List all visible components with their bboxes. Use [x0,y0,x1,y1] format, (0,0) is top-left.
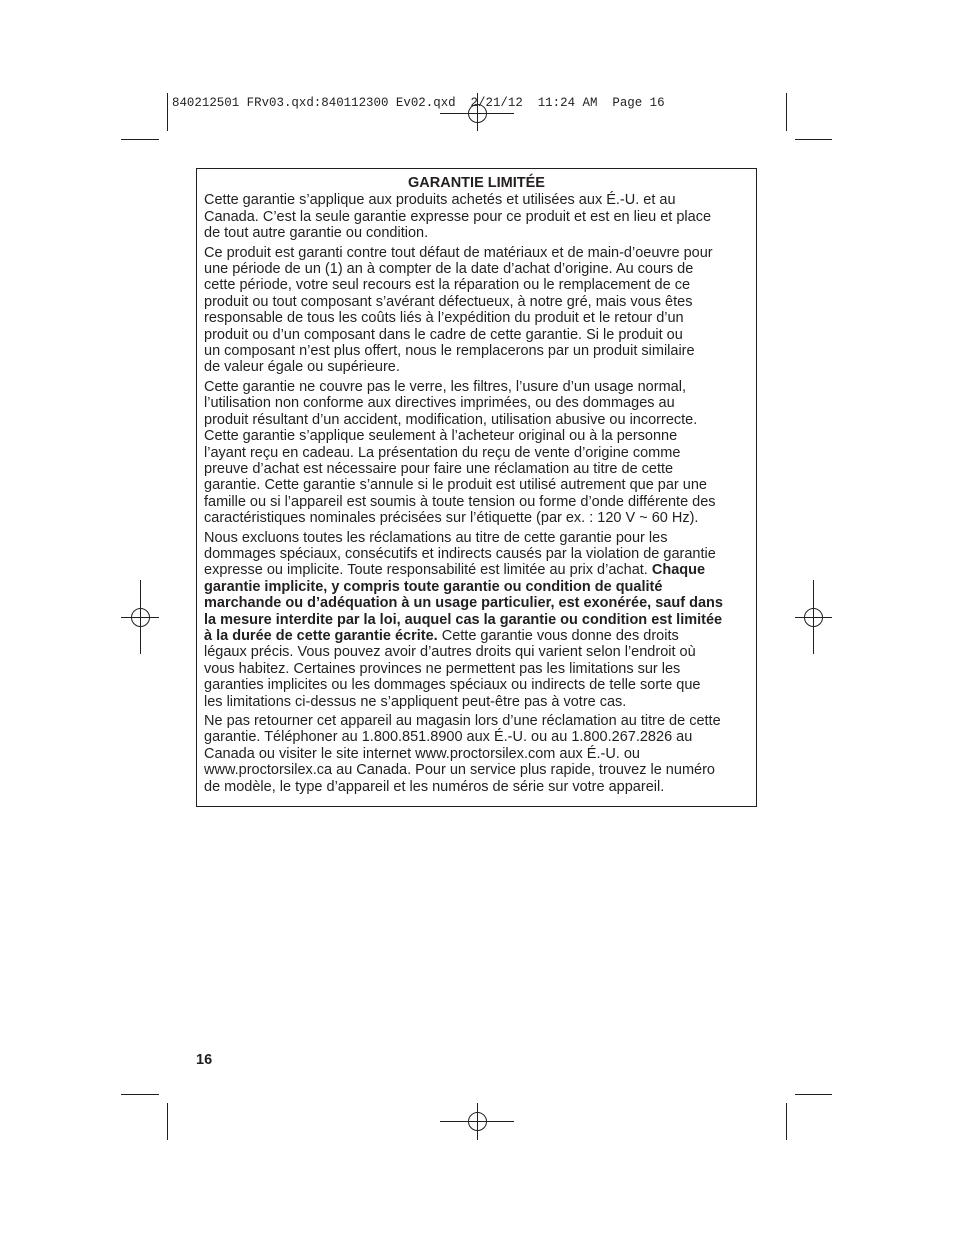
text: une période de un (1) an à compter de la date d’achat d’origine. Au cours de [204,261,694,278]
text: produit ou tout composant s’avérant défectueux, à notre gré, mais vous êtes [204,293,693,310]
crop-mark-top-left [121,93,168,140]
text: un composant n’est plus offert, nous le remplacerons par un produit similaire [204,343,695,360]
text: légaux précis. Vous pouvez avoir d’autres droits qui varient selon l’endroit où [204,644,696,661]
text-line [204,327,749,343]
text: garantie. Téléphoner au 1.800.851.8900 aux É.-U. ou au 1.800.267.2826 au [204,729,693,746]
text-line [204,245,749,261]
bold-text: Chaque [651,562,706,579]
text-line [204,428,749,444]
text-line [204,779,749,795]
text: preuve d’achat est nécessaire pour faire une réclamation au titre de cette [204,460,674,477]
text-line [204,395,749,411]
text-line [204,762,749,778]
bold-text: la mesure interdite par la loi, auquel cas la garantie ou condition est limitée [204,611,723,628]
text-line [204,729,749,745]
page-number: 16 [196,1052,213,1068]
text-line [204,713,749,729]
text-line [204,628,749,644]
warranty-paragraph [204,713,749,795]
text: les limitations ci-dessus ne s’appliquent peut-être pas à votre cas. [204,693,627,710]
text-line [204,746,749,762]
text: Canada ou visiter le site internet www.proctorsilex.com aux É.-U. ou [204,745,640,762]
text-line [204,412,749,428]
text-line [204,343,749,359]
text-line [204,261,749,277]
text-line [204,661,749,677]
text-line [204,644,749,660]
text-line [204,209,749,225]
text: responsable de tous les coûts liés à l’expédition du produit et le retour d’un [204,310,684,327]
text: dommages spéciaux, consécutifs et indirects causés par la violation de garantie [204,545,716,562]
warranty-box [196,168,757,807]
text-line [204,277,749,293]
text-line [204,546,749,562]
text-line [204,612,749,628]
text: de modèle, le type d’appareil et les numéros de série sur votre appareil. [204,778,665,795]
text: Ne pas retourner cet appareil au magasin lors d’une réclamation au titre de cette [204,713,721,729]
registration-mark-left [121,580,159,654]
text: Canada. C’est la seule garantie expresse pour ce produit et est en lieu et place [204,208,712,225]
text: Nous excluons toutes les réclamations au titre de cette garantie pour les [204,529,668,546]
warranty-title: GARANTIE LIMITÉE [408,175,545,191]
text: de valeur égale ou supérieure. [204,359,400,376]
text: www.proctorsilex.ca au Canada. Pour un service plus rapide, trouvez le numéro [204,762,715,779]
print-slug: 840212501 FRv03.qxd:840112300 Ev02.qxd 2/21/12 11:24 AM Page 16 [172,96,665,110]
text-line [204,562,749,578]
text: Ce produit est garanti contre tout défaut de matériaux et de main-d’oeuvre pour [204,244,713,261]
text-line [204,225,749,241]
text: Cette garantie s’applique aux produits achetés et utilisées aux É.-U. et au [204,192,676,209]
warranty-paragraph [204,192,749,241]
bold-text: marchande ou d’adéquation à un usage particulier, est exonérée, sauf dans [204,595,723,612]
text: Cette garantie s’applique seulement à l’acheteur original ou à la personne [204,428,678,445]
text-line [204,530,749,546]
text-line [204,192,749,208]
text: produit résultant d’un accident, modification, utilisation abusive ou incorrecte. [204,411,698,428]
bold-text: à la durée de cette garantie écrite. [204,627,438,644]
crop-mark-top-right [787,93,833,140]
text: garanties implicites ou les dommages spéciaux ou indirects de telle sorte que [204,677,701,694]
text-line [204,461,749,477]
text: vous habitez. Certaines provinces ne permettent pas les limitations sur les [204,660,681,677]
text-line [204,494,749,510]
text: Cette garantie vous donne des droits [437,627,679,644]
text: l’ayant reçu en cadeau. La présentation du reçu de vente d’origine comme [204,444,681,461]
text: l’utilisation non conforme aux directives imprimées, ou des dommages au [204,395,675,412]
text: Cette garantie ne couvre pas le verre, les filtres, l’usure d’un usage normal, [204,378,686,395]
text: produit ou d’un composant dans le cadre de cette garantie. Si le produit ou [204,326,683,343]
text-line [204,379,749,395]
text-line [204,310,749,326]
text-line [204,579,749,595]
text-line [204,694,749,710]
registration-mark-right [795,580,832,654]
crop-mark-bottom-left [121,1095,168,1141]
text-line [204,510,749,526]
text: caractéristiques nominales précisées sur l’étiquette (par ex. : 120 V ~ 60 Hz). [204,510,699,527]
text: garantie. Cette garantie s’annule si le produit est utilisé autrement que par une [204,477,707,494]
text-line [204,595,749,611]
text-line [204,294,749,310]
text: de tout autre garantie ou condition. [204,225,429,242]
crop-mark-bottom-right [787,1095,833,1141]
text: expresse ou implicite. Toute responsabilité est limitée au prix d’achat. [204,562,652,579]
text-line [204,359,749,375]
warranty-body [204,192,749,795]
text: famille ou si l’appareil est soumis à toute tension ou forme d’onde différente des [204,493,716,510]
text-line [204,445,749,461]
warranty-paragraph [204,245,749,376]
text-line [204,477,749,493]
warranty-paragraph [204,530,749,710]
warranty-paragraph [204,379,749,527]
text-line [204,677,749,693]
text: cette période, votre seul recours est la réparation ou le remplacement de ce [204,277,691,294]
bold-text: garantie implicite, y compris toute garantie ou condition de qualité [204,578,663,595]
registration-mark-bottom [440,1103,514,1140]
